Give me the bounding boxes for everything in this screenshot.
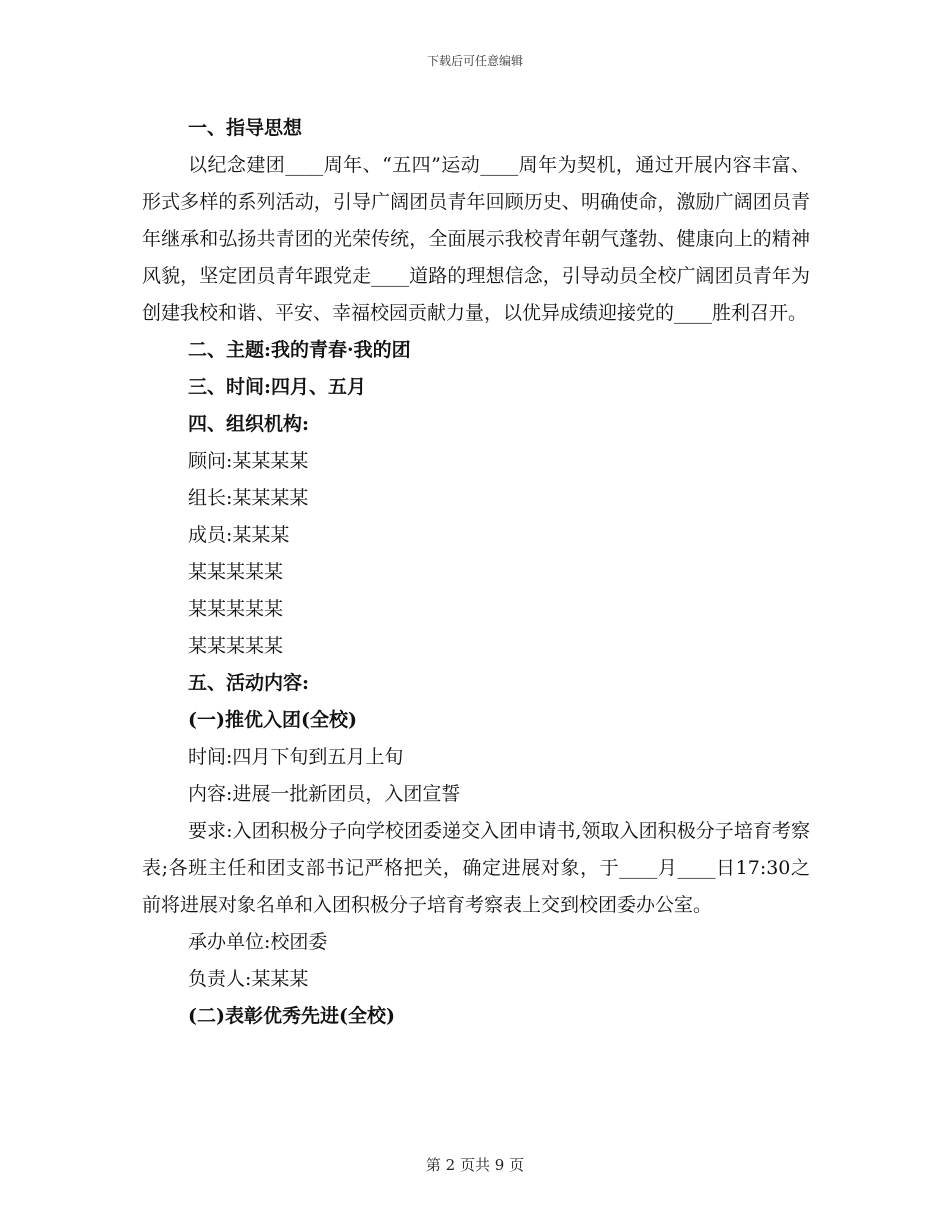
subsection-title-recommend: (一)推优入团(全校) (188, 709, 357, 731)
section-title-time: 三、时间:四月、五月 (188, 376, 367, 398)
page-header: 下载后可任意编辑 (426, 54, 523, 68)
recommend-time: 时间:四月下旬到五月上旬 (188, 746, 404, 768)
recommend-person-in-charge: 负责人:某某某 (188, 968, 309, 990)
org-item-leader: 组长:某某某某 (188, 487, 309, 509)
document-body (142, 110, 810, 1035)
org-item-member: 某某某某某 (188, 635, 284, 657)
guiding-thought-paragraph: 以纪念建团____周年、“五四”运动____周年为契机，通过开展内容丰富、形式多样的系列活动，引导广阔团员青年回顾历史、明确使命，激励广阔团员青年继承和弘扬共青团的光荣传统，全面展示我校青年朝气蓬勃、健康向上的精神风貌，坚定团员青年跟党走____道路的理想信念，引导动员全校广阔团员青年为创建我校和谐、平安、幸福校园贡献力量，以优异成绩迎接党的____胜利召开。 (142, 154, 810, 324)
recommend-content: 内容:进展一批新团员，入团宣誓 (188, 783, 461, 805)
subsection-title-commendation: (二)表彰优秀先进(全校) (188, 1005, 395, 1027)
page-footer: 第 2 页共 9 页 (425, 1156, 525, 1174)
recommend-organizer: 承办单位:校团委 (188, 931, 328, 953)
section-title-theme: 二、主题:我的青春·我的团 (188, 339, 411, 361)
section-title-guiding-thought: 一、指导思想 (188, 117, 303, 139)
org-item-member: 某某某某某 (188, 561, 284, 583)
section-title-activities: 五、活动内容: (188, 672, 310, 694)
org-item-members: 成员:某某某 (188, 524, 290, 546)
section-title-organization: 四、组织机构: (188, 413, 310, 435)
recommend-requirements: 要求:入团积极分子向学校团委递交入团申请书,领取入团积极分子培育考察表;各班主任和团支部书记严格把关，确定进展对象，于____月____日17:30之前将进展对象名单和入团积极分子培育考察表上交到校团委办公室。 (142, 820, 810, 916)
org-item-member: 某某某某某 (188, 598, 284, 620)
org-item-advisor: 顾问:某某某某 (188, 450, 309, 472)
